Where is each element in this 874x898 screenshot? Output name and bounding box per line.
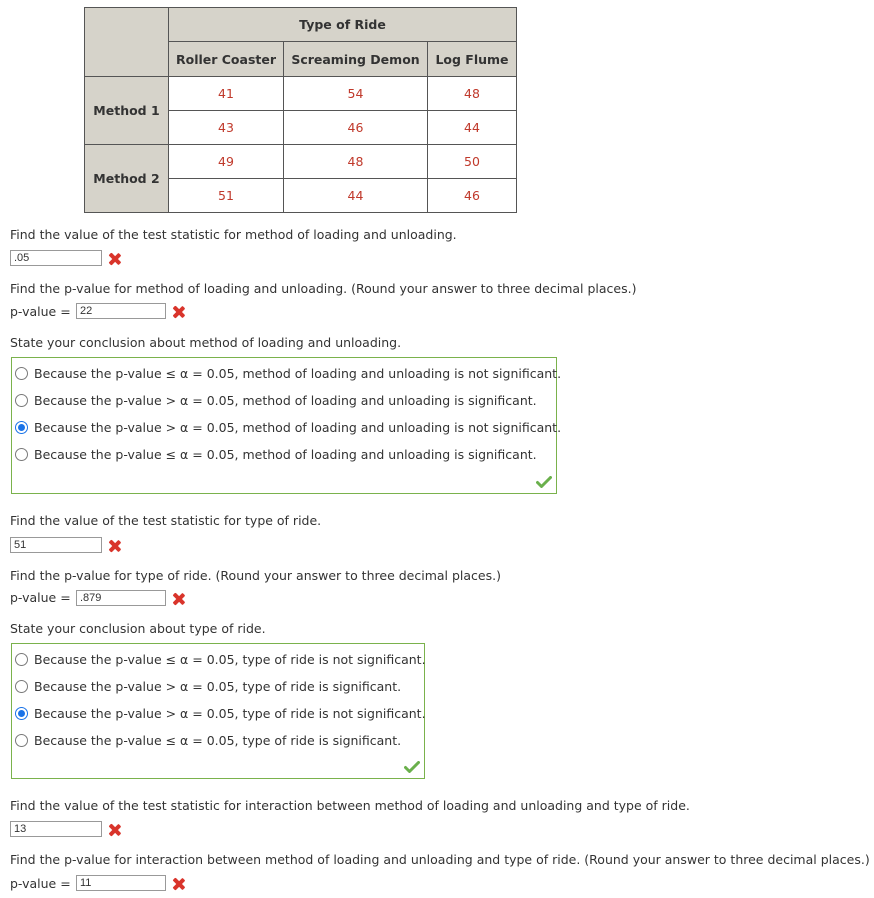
method-option-1[interactable] [12,366,562,384]
radio-button[interactable] [15,734,28,747]
option-label: Because the p-value > α = 0.05, type of ride is not significant. [34,706,426,721]
column-header: Roller Coaster [169,42,284,77]
pvalue-label: p-value = [10,304,71,319]
radio-button-selected[interactable] [15,421,28,434]
wrong-x-icon [108,539,122,553]
row-header-method-2: Method 2 [85,145,169,213]
table-cell: 49 [169,145,284,179]
wrong-x-icon [108,252,122,266]
radio-button-selected[interactable] [15,707,28,720]
wrong-x-icon [172,305,186,319]
ride-stat-input[interactable]: 51 [10,537,102,553]
table-cell: 50 [428,145,517,179]
table-cell: 46 [284,111,428,145]
table-cell: 41 [169,77,284,111]
check-icon [404,761,420,773]
ride-pvalue-input[interactable]: .879 [76,590,166,606]
radio-button[interactable] [15,653,28,666]
check-icon [536,476,552,488]
table-corner [85,8,169,77]
ride-option-1[interactable] [12,652,426,670]
method-conclusion-box [11,357,562,494]
ride-option-3[interactable] [12,706,426,724]
pvalue-label: p-value = [10,590,71,605]
wrong-x-icon [172,877,186,891]
question-interaction-stat: Find the value of the test statistic for interaction between method of loading and unloading and type of ride. [10,798,690,813]
radio-button[interactable] [15,448,28,461]
radio-button[interactable] [15,367,28,380]
option-label: Because the p-value > α = 0.05, method of loading and unloading is not significant. [34,420,562,435]
question-ride-stat: Find the value of the test statistic for type of ride. [10,513,322,528]
question-ride-pvalue: Find the p-value for type of ride. (Round your answer to three decimal places.) [10,568,501,583]
table-cell: 48 [428,77,517,111]
option-label: Because the p-value ≤ α = 0.05, type of ride is significant. [34,733,402,748]
wrong-x-icon [172,592,186,606]
method-option-3[interactable] [12,420,562,438]
option-label: Because the p-value > α = 0.05, method of loading and unloading is significant. [34,393,537,408]
option-label: Because the p-value ≤ α = 0.05, method of loading and unloading is significant. [34,447,537,462]
radio-button[interactable] [15,680,28,693]
ride-conclusion-box [11,643,425,779]
option-label: Because the p-value > α = 0.05, type of ride is significant. [34,679,402,694]
option-label: Because the p-value ≤ α = 0.05, type of ride is not significant. [34,652,426,667]
method-option-4[interactable] [12,447,552,465]
method-stat-input[interactable]: .05 [10,250,102,266]
table-cell: 44 [284,179,428,213]
column-header: Log Flume [428,42,517,77]
radio-button[interactable] [15,394,28,407]
question-interaction-pvalue: Find the p-value for interaction between method of loading and unloading and type of ride. (Round your answer to three decimal places.) [10,852,870,867]
table-cell: 51 [169,179,284,213]
interaction-pvalue-input[interactable]: 11 [76,875,166,891]
ride-option-4[interactable] [12,733,420,751]
interaction-stat-input[interactable]: 13 [10,821,102,837]
option-label: Because the p-value ≤ α = 0.05, method of loading and unloading is not significant. [34,366,562,381]
table-cell: 46 [428,179,517,213]
column-header: Screaming Demon [284,42,428,77]
table-cell: 48 [284,145,428,179]
table-cell: 54 [284,77,428,111]
wrong-x-icon [108,823,122,837]
question-method-conclusion: State your conclusion about method of loading and unloading. [10,335,402,350]
ride-option-2[interactable] [12,679,420,697]
data-table [84,7,517,213]
question-ride-conclusion: State your conclusion about type of ride. [10,621,266,636]
method-option-2[interactable] [12,393,552,411]
pvalue-label: p-value = [10,876,71,891]
method-pvalue-input[interactable]: 22 [76,303,166,319]
row-header-method-1: Method 1 [85,77,169,145]
table-cell: 44 [428,111,517,145]
header-type-of-ride: Type of Ride [169,8,517,42]
question-method-pvalue: Find the p-value for method of loading and unloading. (Round your answer to three decimal places.) [10,281,637,296]
question-method-stat: Find the value of the test statistic for method of loading and unloading. [10,227,457,242]
table-cell: 43 [169,111,284,145]
